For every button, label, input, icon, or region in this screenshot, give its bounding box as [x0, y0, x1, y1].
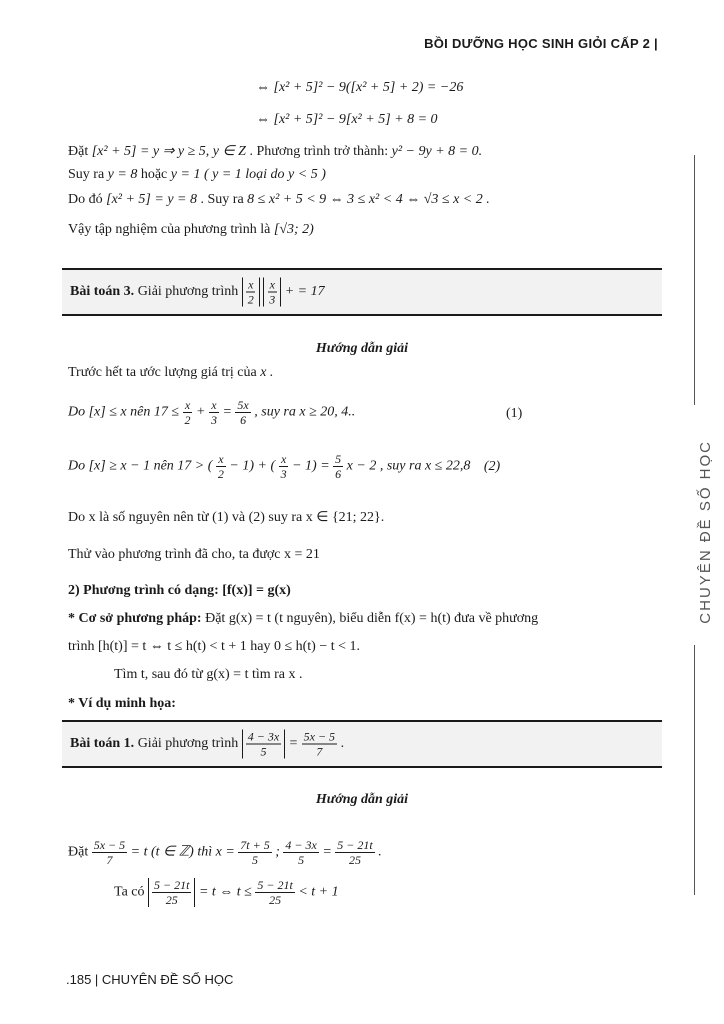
text: Do [x] ≥ x − 1 nên 17 > (: [68, 458, 213, 474]
text: , suy ra x ≥ 20, 4..: [254, 404, 356, 420]
fraction: $\frac{5x - 5}{7}$: [93, 838, 126, 867]
word: Suy ra: [68, 167, 105, 182]
math-expr: 8 ≤ x² + 5 < 9 ⇔ 3 ≤ x² < 4 ⇔ √3 ≤ x < 2 .: [247, 192, 490, 207]
basis-line-2: trình [h(t)] = t ⇔ t ≤ h(t) < t + 1 hay 0 ≤ h(t) − t < 1.: [68, 639, 361, 654]
text: Đặt: [68, 844, 89, 860]
guide-heading-2: Hướng dẫn giải: [315, 792, 409, 807]
problem-text: Giải phương trình: [137, 736, 239, 752]
floor-bracket: [263, 278, 281, 307]
fraction: $\frac{4 - 3x}{5}$: [247, 729, 280, 759]
fraction: $\frac{x}{3}$: [280, 452, 287, 481]
op: =: [322, 844, 332, 860]
fraction: $\frac{5}{6}$: [335, 452, 342, 481]
floor-bracket: [242, 278, 260, 307]
page-header: BỒI DƯỠNG HỌC SINH GIỎI CẤP 2 |: [424, 36, 658, 51]
page-footer: .185 | CHUYÊN ĐỀ SỐ HỌC: [66, 972, 234, 987]
punct: ;: [275, 844, 280, 860]
text: Do [x] ≤ x nên 17 ≤: [68, 404, 180, 420]
text: < t + 1: [298, 884, 339, 900]
text: = t ⇔ t ≤: [198, 884, 252, 900]
math-expr: [x² + 5] = y = 8: [106, 192, 197, 207]
fraction: $\frac{x}{2}$: [184, 398, 191, 427]
fraction: $\frac{5 - 21t}{25}$: [154, 878, 190, 907]
op: =: [288, 736, 299, 752]
word: Vậy tập nghiệm của phương trình là: [68, 222, 271, 237]
guide-heading-1: Hướng dẫn giải: [315, 341, 409, 356]
word: hoặc: [140, 167, 168, 182]
tag-1: (1): [506, 406, 523, 421]
word: . Suy ra: [200, 192, 244, 207]
fraction: $\frac{x}{2}$: [217, 452, 224, 481]
example-heading: * Ví dụ minh họa:: [68, 696, 176, 711]
equation-2: ⇔ [x² + 5]² − 9[x² + 5] + 8 = 0: [256, 112, 438, 127]
basis-label: * Cơ sở phương pháp:: [68, 611, 202, 626]
equation-1: ⇔ [x² + 5]² − 9([x² + 5] + 2) = −26: [256, 80, 464, 95]
text-line-solution-set: [68, 222, 314, 238]
problem-label: Bài toán 3.: [70, 284, 135, 300]
text: − 1) + (: [229, 458, 276, 474]
text: x − 2 , suy ra x ≤ 22,8: [346, 458, 471, 474]
basis-text: Đặt g(x) = t (t nguyên), biểu diễn f(x) = h(t) đưa về phương: [205, 611, 539, 626]
section-2-title: 2) Phương trình có dạng: [f(x)] = g(x): [68, 583, 291, 598]
fraction: $\frac{x}{2}$: [247, 277, 254, 307]
p3-line-1: [68, 365, 273, 381]
basis-line-3: Tìm t, sau đó từ g(x) = t tìm ra x .: [114, 667, 303, 682]
problem-1-box: [62, 720, 662, 768]
fraction: $\frac{7t + 5}{5}$: [240, 838, 270, 867]
p3-line-2: [68, 398, 355, 427]
problem-3-box: [62, 268, 662, 316]
op: +: [196, 404, 206, 420]
text: Ta có: [114, 884, 145, 900]
p3-line-3: [68, 452, 500, 481]
fraction: $\frac{5 - 21t}{25}$: [337, 838, 373, 867]
text-line-do-do: [68, 192, 490, 208]
math-expr: [√3; 2): [273, 222, 314, 237]
math-expr: y² − 9y + 8 = 0.: [391, 144, 483, 159]
p1-line-1: [68, 838, 382, 867]
fraction: $\frac{5x - 5}{7}$: [303, 729, 336, 759]
text: − 1) =: [292, 458, 330, 474]
p3-line-4: Do x là số nguyên nên từ (1) và (2) suy ra x ∈ {21; 22}.: [68, 510, 385, 525]
fraction: $\frac{5 - 21t}{25}$: [257, 878, 293, 907]
fraction: $\frac{5x}{6}$: [237, 398, 249, 427]
math-expr: y = 8: [107, 167, 138, 182]
text-line-suy-ra: [68, 167, 326, 183]
math-expr: [x² + 5] = y ⇒ y ≥ 5, y ∈ Z: [91, 144, 246, 159]
word: Đặt: [68, 144, 89, 159]
word: . Phương trình trở thành:: [249, 144, 389, 159]
rhs: + = 17: [284, 284, 325, 300]
side-divider-top: [694, 155, 695, 405]
op: =: [222, 404, 232, 420]
problem-label: Bài toán 1.: [70, 736, 135, 752]
floor-bracket: [242, 730, 285, 759]
side-divider-bottom: [694, 645, 695, 895]
p3-line-5: Thử vào phương trình đã cho, ta được x = 21: [68, 547, 320, 562]
text: Trước hết ta ước lượng giá trị của: [68, 365, 257, 380]
tag-2: (2): [483, 458, 501, 474]
word: Do đó: [68, 192, 103, 207]
fraction: $\frac{4 - 3x}{5}$: [285, 838, 317, 867]
text: = t (t ∈ ℤ) thì x =: [130, 844, 235, 860]
basis-line-1: [68, 611, 538, 627]
fraction: $\frac{x}{3}$: [269, 277, 276, 307]
punct: .: [378, 844, 382, 860]
floor-bracket: [148, 878, 195, 907]
p1-line-2: [114, 878, 339, 907]
math-expr: y = 1 ( y = 1 loại do y < 5 ): [170, 167, 326, 182]
text-line-dat: [68, 143, 482, 160]
problem-text: Giải phương trình: [137, 284, 239, 300]
math-var: x .: [260, 365, 274, 380]
fraction: $\frac{x}{3}$: [210, 398, 217, 427]
side-chapter-label: CHUYÊN ĐỀ SỐ HỌC: [697, 440, 714, 624]
punct: .: [340, 736, 345, 752]
